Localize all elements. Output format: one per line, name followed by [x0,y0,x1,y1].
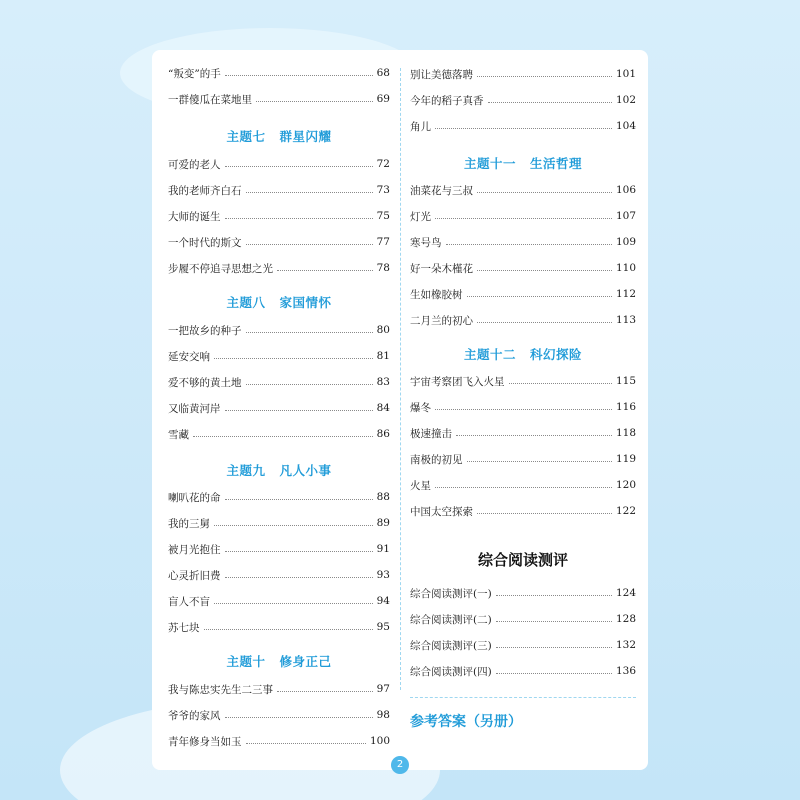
toc-entry-title: 爷爷的家风 [168,709,221,722]
theme-name: 修身正己 [279,654,332,669]
toc-entry-page: 106 [615,184,636,196]
toc-entry-title: 综合阅读测评(四) [410,665,492,678]
column-divider [400,68,401,690]
toc-entry-page: 119 [615,453,636,465]
toc-entry-page: 81 [376,350,390,362]
toc-entry-page: 110 [615,262,636,274]
toc-entry[interactable] [168,487,390,507]
toc-entry[interactable] [410,258,636,278]
dot-leader [467,296,612,297]
dot-leader [496,647,612,648]
toc-entry[interactable] [168,258,390,278]
dot-leader [246,384,373,385]
toc-entry[interactable] [410,90,636,110]
toc-entry[interactable] [410,449,636,469]
toc-entry[interactable] [168,89,390,109]
theme-name: 科幻探险 [530,347,583,362]
dot-leader [488,102,612,103]
toc-entry-page: 122 [615,505,636,517]
toc-entry[interactable] [168,565,390,585]
toc-entry-title: 宇宙考察团飞入火星 [410,375,505,388]
dot-leader [477,76,612,77]
toc-entry-page: 113 [615,314,636,326]
toc-entry-title: 寒号鸟 [410,236,442,249]
toc-entry[interactable] [168,180,390,200]
dot-leader [496,595,612,596]
toc-entry[interactable] [168,617,390,637]
toc-entry-page: 77 [376,236,390,248]
toc-entry-title: 中国太空探索 [410,505,473,518]
toc-entry-page: 86 [376,428,390,440]
toc-entry[interactable] [168,705,390,725]
toc-entry-page: 118 [615,427,636,439]
dot-leader [225,577,373,578]
toc-entry[interactable] [168,591,390,611]
dot-leader [225,551,373,552]
theme-heading [168,127,390,149]
toc-entry-title: 爱不够的黄土地 [168,376,242,389]
toc-entry-title: 一把故乡的种子 [168,324,242,337]
dot-leader [204,629,373,630]
toc-entry-title: 灯光 [410,210,431,223]
theme-label: 主题十一 [463,156,516,171]
toc-entry[interactable] [410,397,636,417]
toc-entry-page: 115 [615,375,636,387]
toc-entry-page: 75 [376,210,390,222]
dot-leader [214,358,373,359]
toc-entry-title: 可爱的老人 [168,158,221,171]
toc-entry-page: 80 [376,324,390,336]
toc-entry-page: 100 [369,735,390,747]
toc-entry-page: 93 [376,569,390,581]
toc-entry[interactable] [168,539,390,559]
dot-leader [225,717,373,718]
toc-entry[interactable] [410,609,636,629]
toc-entry-page: 101 [615,68,636,80]
dot-leader [435,218,612,219]
dot-leader [193,436,373,437]
theme-name: 群星闪耀 [279,129,332,144]
toc-entry-page: 78 [376,262,390,274]
dot-leader [435,409,612,410]
toc-entry-title: 苏七块 [168,621,200,634]
toc-entry-title: 今年的稻子真香 [410,94,484,107]
dot-leader [456,435,612,436]
dot-leader [477,192,612,193]
toc-entry-page: 98 [376,709,390,721]
toc-entry-page: 95 [376,621,390,633]
dot-leader [256,101,373,102]
theme-heading [410,154,636,176]
toc-entry-title: 好一朵木槿花 [410,262,473,275]
dot-leader [477,322,612,323]
toc-entry-title: 爆冬 [410,401,431,414]
toc-entry-title: 延安交响 [168,350,210,363]
toc-entry[interactable] [410,64,636,84]
toc-entry-page: 73 [376,184,390,196]
toc-entry-page: 128 [615,613,636,625]
toc-entry-title: 一群傻瓜在菜地里 [168,93,252,106]
toc-entry-page: 136 [615,665,636,677]
toc-entry[interactable] [410,661,636,681]
toc-entry[interactable] [168,206,390,226]
toc-entry[interactable] [410,501,636,521]
toc-entry-page: 107 [615,210,636,222]
toc-entry-title: 综合阅读测评(三) [410,639,492,652]
toc-entry[interactable] [168,346,390,366]
toc-entry-title: 南极的初见 [410,453,463,466]
toc-entry-title: 极速撞击 [410,427,452,440]
toc-entry[interactable] [168,372,390,392]
toc-entry-title: 青年修身当如玉 [168,735,242,748]
toc-entry[interactable] [168,513,390,533]
toc-entry-page: 83 [376,376,390,388]
theme-name: 生活哲理 [530,156,583,171]
toc-entry-title: 生如橡胶树 [410,288,463,301]
toc-entry-title: “叛变”的手 [168,67,221,80]
theme-name: 凡人小事 [279,463,332,478]
dot-leader [225,218,373,219]
dot-leader [496,673,612,674]
dot-leader [509,383,612,384]
toc-entry-title: 步履不停追寻思想之光 [168,262,273,275]
dot-leader [214,525,373,526]
toc-entry[interactable] [410,180,636,200]
toc-entry-page: 91 [376,543,390,555]
toc-entry[interactable] [410,583,636,603]
toc-entry-title: 综合阅读测评(二) [410,613,492,626]
toc-entry-title: 心灵折旧费 [168,569,221,582]
dot-leader [277,270,373,271]
dot-leader [246,332,373,333]
toc-entry-page: 120 [615,479,636,491]
toc-entry-page: 132 [615,639,636,651]
toc-entry-title: 别让美德落聘 [410,68,473,81]
toc-entry-title: 喇叭花的命 [168,491,221,504]
dot-leader [246,244,373,245]
toc-entry[interactable] [168,398,390,418]
toc-entry-title: 综合阅读测评(一) [410,587,492,600]
toc-entry-title: 一个时代的斯文 [168,236,242,249]
toc-entry[interactable] [168,320,390,340]
toc-entry-title: 我的老师齐白石 [168,184,242,197]
theme-name: 家国情怀 [279,295,332,310]
dot-leader [446,244,612,245]
toc-entry[interactable] [168,679,390,699]
dot-leader [496,621,612,622]
toc-entry[interactable] [168,63,390,83]
toc-entry-page: 124 [615,587,636,599]
toc-entry[interactable] [410,116,636,136]
toc-entry-page: 84 [376,402,390,414]
dot-leader [225,499,373,500]
toc-entry[interactable] [168,424,390,444]
toc-entry-title: 被月光抱住 [168,543,221,556]
dot-leader [467,461,612,462]
toc-entry[interactable] [410,635,636,655]
toc-entry-page: 116 [615,401,636,413]
toc-entry-title: 盲人不盲 [168,595,210,608]
dot-leader [214,603,373,604]
toc-entry-title: 二月兰的初心 [410,314,473,327]
theme-heading [410,345,636,367]
toc-entry-title: 油菜花与三叔 [410,184,473,197]
toc-entry[interactable] [410,206,636,226]
toc-entry-page: 88 [376,491,390,503]
dot-leader [477,270,612,271]
theme-heading [168,461,390,483]
toc-entry-title: 角儿 [410,120,431,133]
toc-entry-page: 69 [376,93,390,105]
answer-key-title[interactable]: 参考答案（另册） [410,714,522,730]
theme-label: 主题八 [226,295,266,310]
toc-entry-page: 97 [376,683,390,695]
toc-entry[interactable] [410,371,636,391]
theme-label: 主题九 [226,463,266,478]
theme-label: 主题十 [226,654,266,669]
toc-entry-page: 109 [615,236,636,248]
toc-entry-title: 火星 [410,479,431,492]
dot-leader [225,410,373,411]
toc-entry-page: 104 [615,120,636,132]
dot-leader [277,691,373,692]
dot-leader [435,487,612,488]
toc-entry[interactable] [410,232,636,252]
dot-leader [246,192,373,193]
dot-leader [477,513,612,514]
toc-entry-page: 72 [376,158,390,170]
toc-entry-title: 又临黄河岸 [168,402,221,415]
toc-entry[interactable] [168,731,390,751]
toc-entry-title: 雪藏 [168,428,189,441]
dot-leader [225,75,373,76]
toc-entry-page: 102 [615,94,636,106]
toc-entry[interactable] [410,475,636,495]
toc-entry-page: 112 [615,288,636,300]
toc-entry[interactable] [168,232,390,252]
dot-leader [435,128,612,129]
toc-entry-page: 94 [376,595,390,607]
toc-entry[interactable] [410,284,636,304]
toc-entry-page: 89 [376,517,390,529]
toc-entry-page: 68 [376,67,390,79]
toc-entry[interactable] [410,310,636,330]
dot-leader [246,743,366,744]
section-title: 综合阅读测评 [477,551,568,569]
page-number-badge: 2 [391,756,409,774]
theme-label: 主题十二 [463,347,516,362]
theme-label: 主题七 [226,129,266,144]
toc-entry[interactable] [168,154,390,174]
theme-heading [168,652,390,674]
theme-heading [168,293,390,315]
toc-entry-title: 我与陈忠实先生二三事 [168,683,273,696]
toc-entry-title: 我的三舅 [168,517,210,530]
toc-entry[interactable] [410,423,636,443]
answer-separator [410,697,636,698]
dot-leader [225,166,373,167]
toc-entry-title: 大师的诞生 [168,210,221,223]
